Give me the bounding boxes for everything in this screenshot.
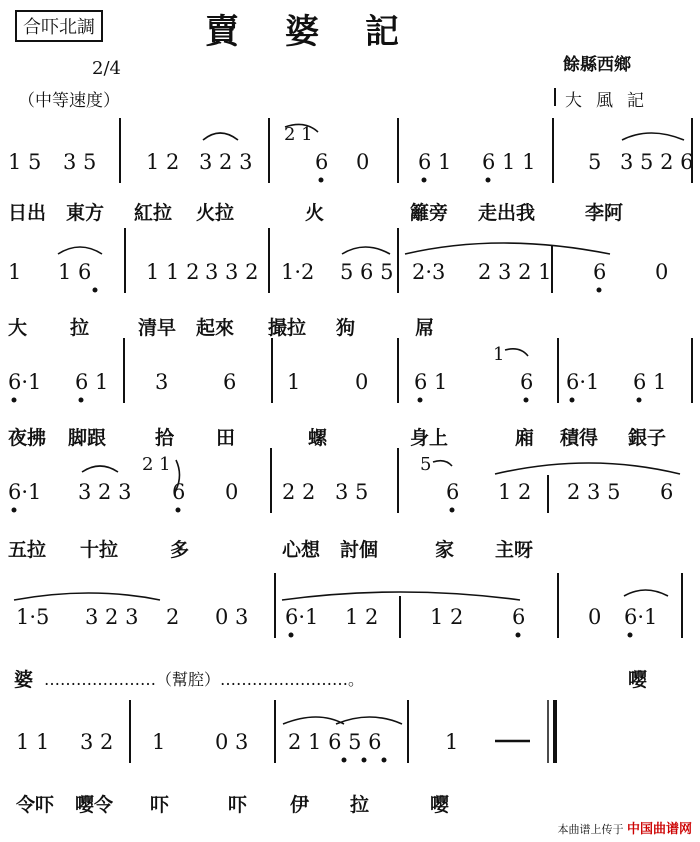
lyric-syllable: 田	[216, 427, 236, 449]
svg-text:1: 1	[8, 260, 22, 284]
lyric-syllable: 走出我	[478, 202, 536, 224]
svg-text:3 2 3: 3 2 3	[78, 480, 132, 504]
svg-text:3 5: 3 5	[63, 150, 97, 174]
footer-text: 本曲谱上传于	[557, 823, 624, 836]
svg-text:1: 1	[445, 730, 459, 754]
lyric-syllable: 撮拉	[268, 317, 307, 339]
lyric-syllable: 心想	[282, 539, 321, 561]
svg-text:6: 6	[446, 480, 460, 504]
svg-text:6: 6	[593, 260, 607, 284]
svg-text:2 3 2 1: 2 3 2 1	[478, 260, 552, 284]
svg-text:1·2: 1·2	[281, 260, 315, 284]
notation-row-1	[8, 118, 693, 183]
svg-text:6 1: 6 1	[75, 370, 109, 394]
svg-text:2: 2	[166, 605, 180, 629]
svg-text:3 2: 3 2	[80, 730, 114, 754]
svg-text:2 1: 2 1	[284, 124, 313, 145]
lyric-syllable: 五拉	[8, 539, 47, 561]
svg-text:6: 6	[520, 370, 534, 394]
svg-text:1 2: 1 2	[146, 150, 180, 174]
source-region: 餘縣西鄉	[563, 55, 631, 75]
lyric-syllable: 吓	[150, 794, 170, 816]
svg-text:5: 5	[588, 150, 602, 174]
lyric-syllable: 拾	[155, 427, 175, 449]
svg-text:3 3 2: 3 3 2	[205, 260, 259, 284]
lyric-syllable: 大	[8, 317, 28, 339]
notation-row-5	[14, 573, 682, 638]
svg-text:6·1: 6·1	[566, 370, 600, 394]
svg-text:6 1: 6 1	[633, 370, 667, 394]
tempo-marking: （中等速度）	[18, 91, 120, 111]
svg-text:1 2: 1 2	[430, 605, 464, 629]
lyric-syllable: 家	[435, 539, 455, 561]
lyric-syllable: 東方	[66, 202, 105, 224]
svg-text:1 5: 1 5	[8, 150, 42, 174]
svg-text:3: 3	[155, 370, 169, 394]
lyric-syllable: 拉	[350, 794, 370, 816]
lyric-syllable: 日出	[8, 202, 47, 224]
notation-row-3	[8, 338, 692, 403]
svg-text:3 5 2 6: 3 5 2 6	[620, 150, 694, 174]
svg-text:3 2 3: 3 2 3	[85, 605, 139, 629]
svg-text:6: 6	[512, 605, 526, 629]
svg-text:6: 6	[172, 480, 186, 504]
lyric-syllable: 主呀	[495, 539, 534, 561]
svg-text:1: 1	[493, 344, 505, 365]
svg-text:6: 6	[223, 370, 237, 394]
lyric-syllable: 廂	[515, 427, 535, 449]
site-logo[interactable]: 中国曲谱网	[626, 822, 692, 837]
lyric-syllable: 嘤	[628, 669, 648, 691]
svg-text:1·5: 1·5	[16, 605, 50, 629]
lyric-syllable: 吓	[228, 794, 248, 816]
svg-text:2 1 6 5 6: 2 1 6 5 6	[288, 730, 382, 754]
svg-text:2 2: 2 2	[282, 480, 316, 504]
lyric-syllable: 多	[170, 539, 190, 561]
lyric-syllable: 籬旁	[410, 202, 449, 224]
svg-text:0: 0	[225, 480, 239, 504]
svg-text:6 1: 6 1	[414, 370, 448, 394]
lyric-syllable: 火	[305, 202, 325, 224]
notation-row-2	[8, 228, 668, 293]
svg-text:2 1: 2 1	[142, 454, 171, 475]
svg-text:1 6: 1 6	[58, 260, 92, 284]
svg-text:1: 1	[152, 730, 166, 754]
source-recorder: 大風記	[565, 91, 658, 111]
time-signature: 2/4	[92, 58, 121, 79]
lyric-syllable: 伊	[290, 794, 310, 816]
svg-text:6: 6	[660, 480, 674, 504]
svg-text:1: 1	[287, 370, 301, 394]
svg-text:1 2: 1 2	[345, 605, 379, 629]
lyric-syllable: 火拉	[196, 202, 235, 224]
lyric-syllable: 嘤令	[75, 794, 114, 816]
svg-text:0 3: 0 3	[215, 730, 249, 754]
svg-text:6·1: 6·1	[8, 370, 42, 394]
svg-text:5: 5	[420, 454, 432, 475]
lyric-syllable: 狗	[336, 317, 356, 339]
lyric-syllable: 夜拂	[8, 427, 47, 449]
lyric-syllable: 婆	[14, 669, 34, 691]
svg-text:0: 0	[655, 260, 669, 284]
lyric-syllable: 李阿	[585, 202, 624, 224]
svg-text:1 1: 1 1	[16, 730, 50, 754]
lyric-syllable: 討個	[340, 539, 379, 561]
svg-text:6 1 1: 6 1 1	[482, 150, 536, 174]
lyric-syllable: 銀子	[628, 427, 667, 449]
lyric-syllable: 嘤	[430, 794, 450, 816]
svg-text:1 2: 1 2	[498, 480, 532, 504]
svg-text:5 6 5: 5 6 5	[340, 260, 394, 284]
lyric-syllable: 紅拉	[134, 202, 173, 224]
svg-text:2 3 5: 2 3 5	[567, 480, 621, 504]
svg-text:1 1 2: 1 1 2	[146, 260, 200, 284]
upload-footer	[557, 818, 692, 837]
svg-text:6: 6	[315, 150, 329, 174]
svg-text:3 5: 3 5	[335, 480, 369, 504]
lyric-syllable: 拉	[70, 317, 90, 339]
svg-text:6·1: 6·1	[8, 480, 42, 504]
svg-text:6·1: 6·1	[624, 605, 658, 629]
lyric-syllable: 身上	[410, 427, 449, 449]
song-title: 賣婆記	[205, 12, 445, 52]
notation-row-4	[8, 448, 680, 513]
svg-text:6·1: 6·1	[285, 605, 319, 629]
lyric-syllable: 屌	[415, 317, 435, 339]
lyric-syllable: 令吓	[16, 794, 55, 816]
lyric-syllable: 清早	[138, 317, 177, 339]
svg-text:6 1: 6 1	[418, 150, 452, 174]
lyric-syllable: 螺	[308, 427, 328, 449]
notation-row-6	[16, 700, 555, 763]
svg-text:3 2 3: 3 2 3	[199, 150, 253, 174]
lyric-syllable: 十拉	[80, 539, 119, 561]
svg-text:0 3: 0 3	[215, 605, 249, 629]
lyric-syllable: 積得	[560, 427, 599, 449]
lyric-syllable: 脚跟	[68, 427, 107, 449]
svg-text:0: 0	[355, 370, 369, 394]
svg-text:0: 0	[356, 150, 370, 174]
key-signature: 合吓北調	[15, 10, 103, 42]
chorus-annotation: …………………（幫腔）……………………。	[44, 670, 365, 689]
lyric-syllable: 起來	[196, 317, 235, 339]
svg-text:2·3: 2·3	[412, 260, 446, 284]
svg-text:0: 0	[588, 605, 602, 629]
